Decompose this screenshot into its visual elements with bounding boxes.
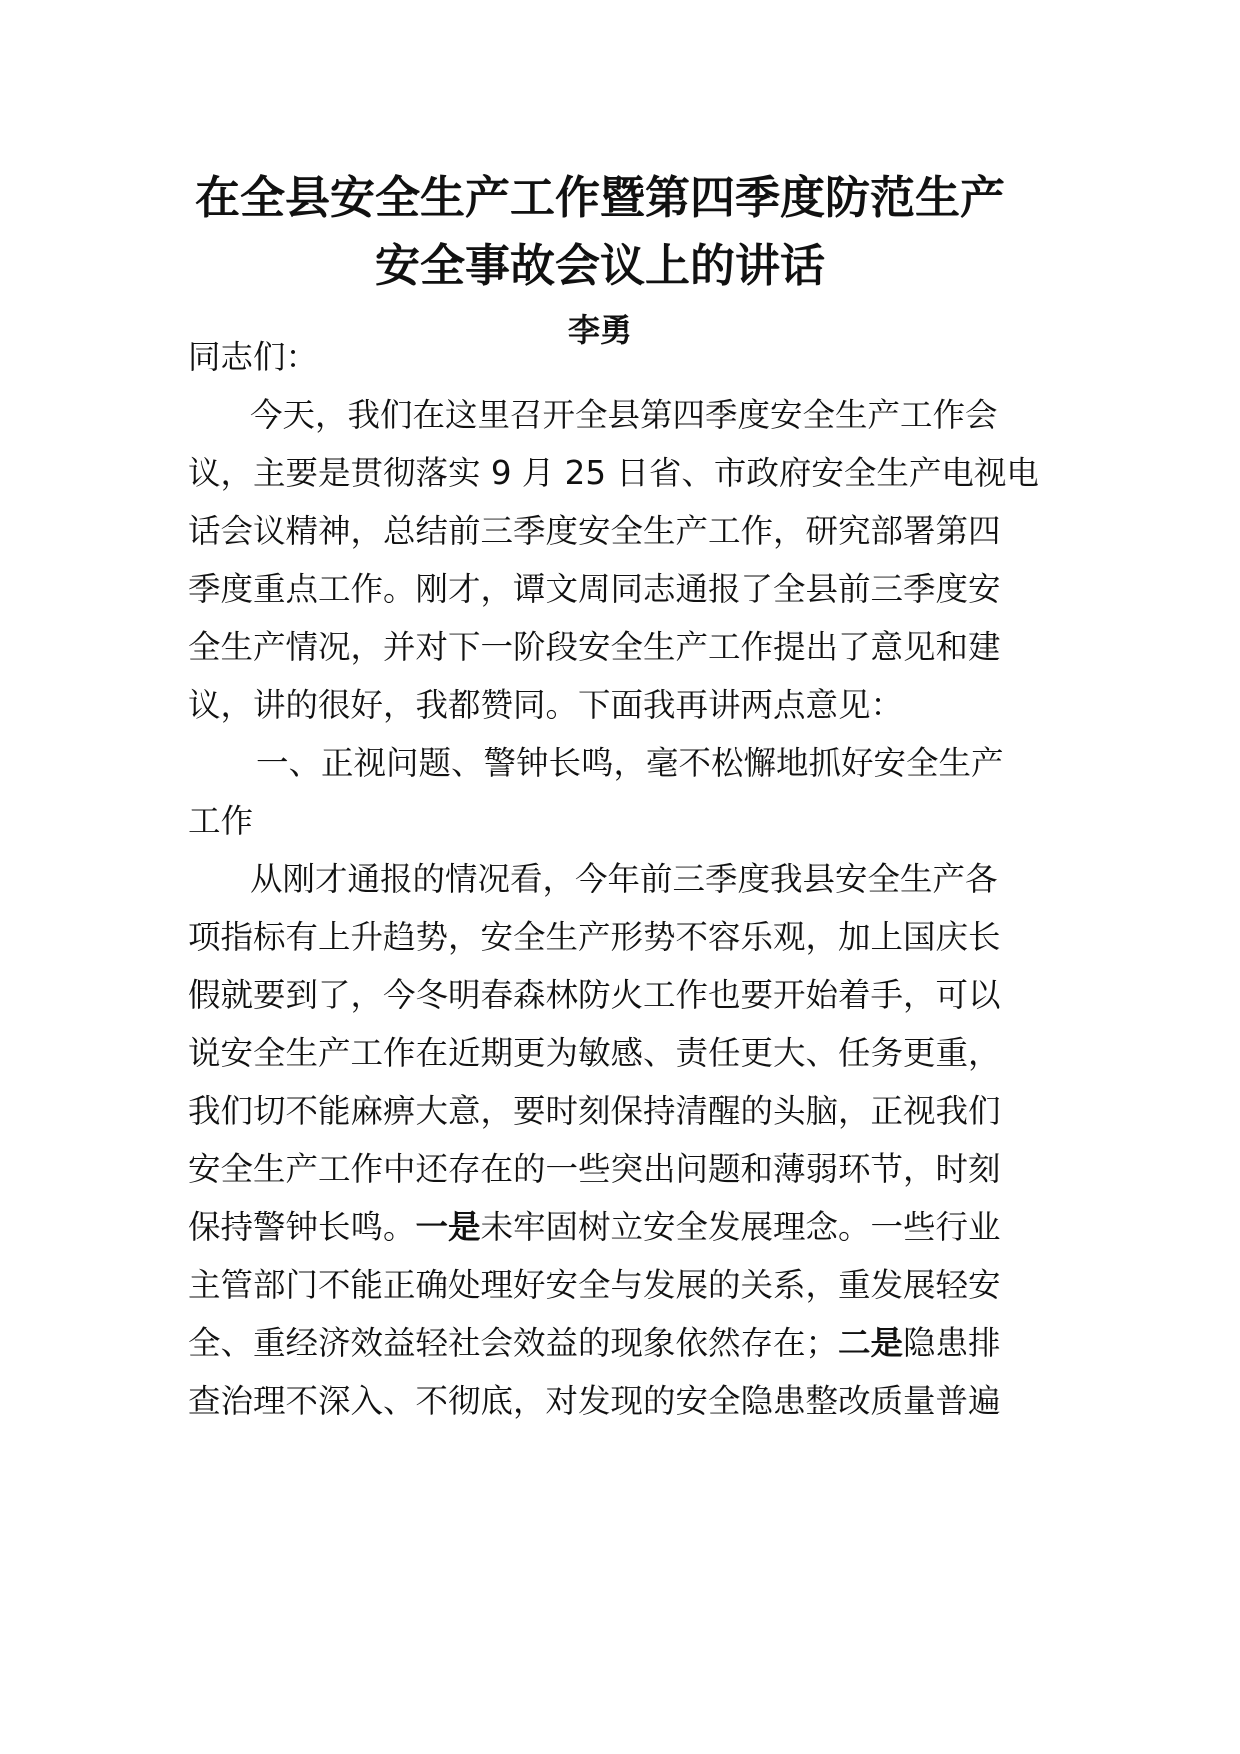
document-title-line-1: 在全县安全生产工作暨第四季度防范生产 (194, 171, 1005, 224)
document-title-line-2: 安全事故会议上的讲话 (374, 239, 825, 292)
point-marker: 二是 (838, 1324, 904, 1362)
paragraph-line: 安全生产工作中还存在的一些突出问题和薄弱环节，时刻 (188, 1150, 1001, 1188)
paragraph-line: 话会议精神，总结前三季度安全生产工作，研究部署第四 (188, 512, 1001, 550)
paragraph-line: 说安全生产工作在近期更为敏感、责任更大、任务更重， (188, 1034, 1001, 1072)
line-text: 未牢固树立安全发展理念。一些行业 (480, 1208, 1001, 1246)
paragraph-line: 我们切不能麻痹大意，要时刻保持清醒的头脑，正视我们 (188, 1092, 1001, 1130)
paragraph-line: 全生产情况，并对下一阶段安全生产工作提出了意见和建 (188, 628, 1001, 666)
paragraph-line: 主管部门不能正确处理好安全与发展的关系，重发展轻安 (188, 1266, 1001, 1304)
paragraph-line (188, 1205, 1058, 1249)
document-author: 李勇 (567, 311, 632, 349)
paragraph-line: 季度重点工作。刚才，谭文周同志通报了全县前三季度安 (188, 570, 1001, 608)
salutation: 同志们： (188, 338, 319, 376)
paragraph-line: 假就要到了，今冬明春森林防火工作也要开始着手，可以 (188, 976, 1001, 1014)
paragraph-line: 今天，我们在这里召开全县第四季度安全生产工作会 (250, 396, 998, 434)
point-marker: 一是 (415, 1208, 481, 1246)
paragraph-line: 项指标有上升趋势，安全生产形势不容乐观，加上国庆长 (188, 918, 1001, 956)
paragraph-line: 从刚才通报的情况看，今年前三季度我县安全生产各 (250, 860, 998, 898)
section-heading-line: 一、正视问题、警钟长鸣，毫不松懈地抓好安全生产 (256, 744, 1004, 782)
paragraph-line (188, 1321, 1058, 1365)
line-text: 隐患排 (903, 1324, 1001, 1362)
paragraph-line: 议，讲的很好，我都赞同。下面我再讲两点意见： (188, 686, 904, 724)
line-text: 全、重经济效益轻社会效益的现象依然存在； (188, 1324, 839, 1362)
paragraph-line: 查治理不深入、不彻底，对发现的安全隐患整改质量普遍 (188, 1382, 1001, 1420)
section-heading-line: 工作 (188, 802, 254, 840)
paragraph-line: 议，主要是贯彻落实 9 月 25 日省、市政府安全生产电视电 (188, 454, 1039, 492)
line-text: 保持警钟长鸣。 (188, 1208, 416, 1246)
